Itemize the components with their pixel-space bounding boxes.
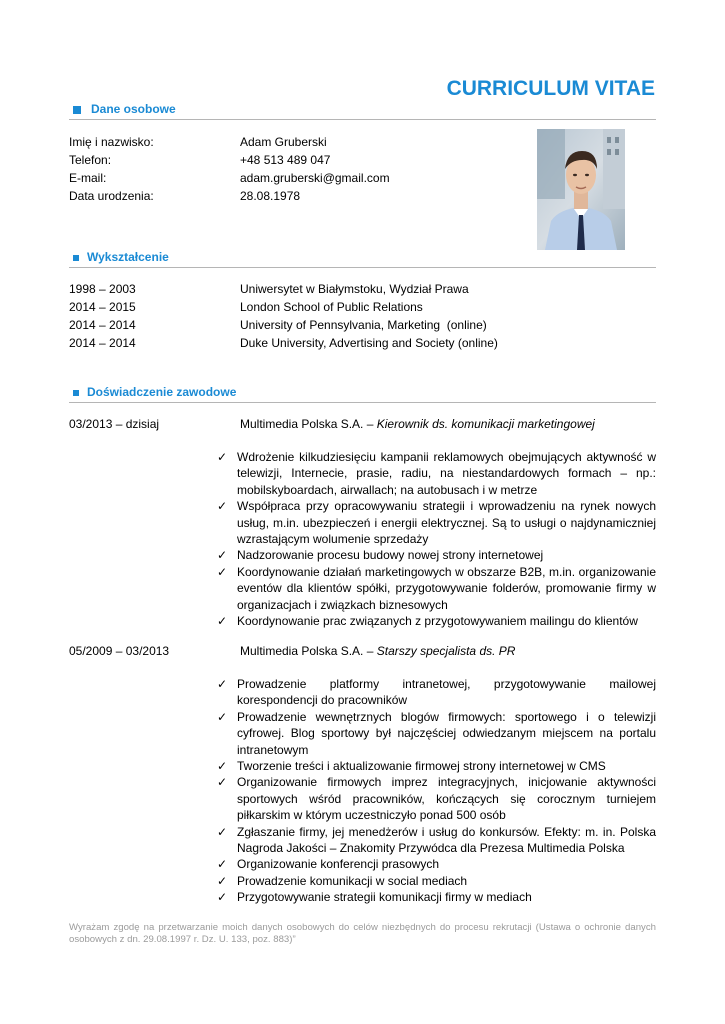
section-header-experience — [69, 385, 656, 403]
duty-text: Prowadzenie komunikacji w social mediach — [237, 873, 468, 888]
checkmark-icon: ✓ — [217, 614, 228, 629]
duty-text: Koordynowanie prac związanych z przygotowywaniem mailingu do klientów — [237, 614, 638, 629]
duty-text: Nadzorowanie procesu budowy nowej strony internetowej — [237, 548, 544, 563]
list-item — [217, 613, 656, 629]
field-label: Imię i nazwisko: — [69, 135, 154, 149]
document-title: CURRICULUM VITAE — [446, 77, 655, 100]
list-item — [217, 564, 656, 613]
job-period: 03/2013 – dzisiaj — [69, 417, 160, 431]
section-title-education: Wykształcenie — [87, 250, 169, 264]
list-item — [217, 873, 656, 889]
section-title-experience: Doświadczenie zawodowe — [87, 385, 237, 399]
duty-text: Koordynowanie działań marketingowych w obszarze B2B, m.in. organizowanie eventów dla klientów spółki, przygotowywanie folderów, promowanie firmy w organizacjach i związkach biznesowych — [237, 564, 656, 612]
job-title — [240, 417, 595, 432]
duty-text: Tworzenie treści i aktualizowanie firmowej strony internetowej w CMS — [237, 759, 606, 774]
square-bullet-icon — [73, 390, 79, 396]
square-bullet-icon — [73, 106, 81, 114]
consent-clause: Wyrażam zgodę na przetwarzanie moich danych osobowych do celów niezbędnych do procesu rekrutacji (Ustawa o ochronie danych osobowych z dn. 29.08.1997 r. Dz. U. 133, poz. 883)” — [69, 922, 656, 945]
education-school: Duke University, Advertising and Society (online) — [240, 336, 498, 350]
profile-photo — [537, 129, 625, 250]
checkmark-icon: ✓ — [217, 564, 228, 579]
list-item — [217, 449, 656, 498]
job-title — [240, 644, 515, 659]
list-item — [217, 676, 656, 709]
duty-text: Organizowanie konferencji prasowych — [237, 857, 440, 872]
duties-list — [217, 676, 656, 906]
field-label: E-mail: — [69, 171, 107, 185]
job-role: Starszy specjalista ds. PR — [376, 644, 516, 658]
field-value: +48 513 489 047 — [240, 153, 331, 167]
checkmark-icon: ✓ — [217, 499, 228, 514]
list-item — [217, 774, 656, 823]
list-item — [217, 758, 656, 774]
field-value: 28.08.1978 — [240, 189, 301, 203]
list-item — [217, 709, 656, 758]
duty-text: Prowadzenie platformy intranetowej, przygotowywanie mailowej korespondencji do pracowników — [237, 677, 656, 708]
education-years: 2014 – 2014 — [69, 336, 136, 350]
checkmark-icon: ✓ — [217, 775, 228, 790]
job-role: Kierownik ds. komunikacji marketingowej — [376, 417, 595, 431]
education-school: University of Pennsylvania, Marketing (online) — [240, 318, 487, 332]
job-company: Multimedia Polska S.A. – — [240, 417, 377, 431]
list-item — [217, 547, 656, 563]
education-school: Uniwersytet w Białymstoku, Wydział Prawa — [240, 282, 469, 296]
job-period: 05/2009 – 03/2013 — [69, 644, 170, 658]
checkmark-icon: ✓ — [217, 890, 228, 905]
education-school: London School of Public Relations — [240, 300, 423, 314]
checkmark-icon: ✓ — [217, 450, 228, 464]
duty-text: Współpraca przy opracowywaniu strategii i wprowadzeniu na rynek nowych usług, m.in. ubezpieczeń i energii elektrycznej. Są to usługi o najdynamiczniej wzrastającym wolumenie sprzedaży — [237, 499, 656, 547]
checkmark-icon: ✓ — [217, 677, 228, 691]
job-company: Multimedia Polska S.A. – — [240, 644, 377, 658]
list-item — [217, 889, 656, 905]
duty-text: Wdrożenie kilkudziesięciu kampanii reklamowych obejmujących aktywność w telewizji, Internecie, prasie, radiu, na niestandardowych formach – np.: mobilskyboardach, airwallach; na autobusach i w metrze — [237, 450, 656, 497]
duty-text: Organizowanie firmowych imprez integracyjnych, inicjowanie aktywności sportowych wśród pracowników, kończących się corocznym turniejem piłkarskim w którym uczestniczyło ponad 500 osób — [237, 775, 656, 823]
list-item — [217, 824, 656, 857]
section-title-personal: Dane osobowe — [91, 102, 176, 116]
education-years: 1998 – 2003 — [69, 282, 136, 296]
square-bullet-icon — [73, 255, 79, 261]
checkmark-icon: ✓ — [217, 548, 228, 563]
section-header-personal — [69, 102, 656, 120]
checkmark-icon: ✓ — [217, 873, 228, 888]
list-item — [217, 856, 656, 872]
checkmark-icon: ✓ — [217, 857, 228, 872]
list-item — [217, 498, 656, 547]
duty-text: Przygotowywanie strategii komunikacji firmy w mediach — [237, 890, 532, 905]
section-header-education — [69, 250, 656, 268]
checkmark-icon: ✓ — [217, 759, 228, 774]
email-value[interactable]: adam.gruberski@gmail.com — [240, 171, 390, 185]
field-label: Telefon: — [69, 153, 112, 167]
checkmark-icon: ✓ — [217, 824, 228, 839]
field-value: Adam Gruberski — [240, 135, 327, 149]
education-years: 2014 – 2014 — [69, 318, 136, 332]
duty-text: Zgłaszanie firmy, jej menedżerów i usług do konkursów. Efekty: m. in. Polska Nagroda Jakości – Znakomity Przywódca dla Prezesa Multimedia Polska — [237, 824, 656, 856]
education-years: 2014 – 2015 — [69, 300, 136, 314]
duties-list — [217, 449, 656, 629]
field-label: Data urodzenia: — [69, 189, 154, 203]
duty-text: Prowadzenie wewnętrznych blogów firmowych: sportowego i o telewizji cyfrowej. Blog sportowy był najczęściej odwiedzanym miejscem na portalu intranetowym — [237, 709, 656, 757]
checkmark-icon: ✓ — [217, 709, 228, 724]
